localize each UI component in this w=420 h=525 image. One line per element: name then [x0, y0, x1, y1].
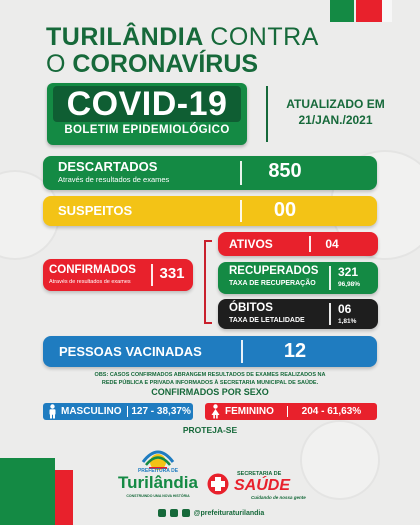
page-title-line2: O CORONAVÍRUS [46, 50, 259, 78]
secretaria-tagline: Cuidando de nossa gente [251, 495, 306, 500]
female-pill [205, 403, 377, 420]
flag-stripe-green [330, 0, 354, 22]
prefeitura-small-text: PREFEITURA DE [137, 468, 179, 474]
confirmados-label: CONFIRMADOS [49, 264, 136, 276]
twitter-icon[interactable] [158, 509, 166, 517]
male-label: MASCULINO [61, 406, 122, 417]
secretaria-logo [207, 467, 317, 503]
descartados-label: DESCARTADOS [58, 159, 158, 174]
confirmados-value: 331 [159, 265, 185, 282]
obitos-value: 06 [338, 302, 352, 316]
obitos-label: ÓBITOS [229, 302, 273, 314]
instagram-icon[interactable] [170, 509, 178, 517]
social-footer [0, 509, 420, 517]
vacinados-value: 12 [283, 340, 307, 362]
social-handle[interactable]: @prefeituraturilandia [193, 509, 265, 517]
update-date: ATUALIZADO EM 21/JAN./2021 [286, 97, 385, 127]
obitos-sep [329, 303, 331, 325]
recuperados-sep [329, 266, 331, 290]
sun-logo-icon [113, 440, 203, 470]
covid-badge-title: COVID-19 [53, 86, 241, 122]
recuperados-sub: TAXA DE RECUPERAÇÃO [229, 280, 316, 287]
ativos-sep [309, 236, 311, 252]
prefeitura-name: Turilândia [118, 473, 198, 492]
secretaria-small-text: SECRETARIA DE [237, 471, 282, 477]
ativos-value: 04 [325, 237, 339, 251]
obitos-sub: TAXA DE LETALIDADE [229, 317, 305, 324]
ativos-label: ATIVOS [229, 237, 273, 251]
footnote: OBS: CASOS CONFIRMADOS ABRANGEM RESULTADOS DE EXAMES REALIZADOS NA REDE PÚBLICA E PRIVADA INFORMADOS À SECRETARIA MUNICIPAL DE SAÚDE. [94, 372, 326, 386]
descartados-value: 850 [268, 160, 302, 182]
female-value: 204 - 61,63% [301, 406, 362, 417]
suspeitos-label: SUSPEITOS [58, 203, 133, 218]
suspeitos-value: 00 [273, 199, 297, 221]
female-icon [210, 404, 221, 419]
confirmados-bracket [204, 240, 212, 324]
recuperados-rate: 96,98% [338, 281, 361, 288]
secretaria-name: SAÚDE [234, 477, 291, 494]
facebook-icon[interactable] [182, 509, 190, 517]
flag-stripe-white [382, 0, 392, 22]
recuperados-value: 321 [338, 265, 359, 279]
male-pill [43, 403, 193, 420]
medical-cross-icon [207, 473, 229, 495]
flag-stripe-red [356, 0, 382, 22]
descartados-sep [240, 161, 242, 185]
suspeitos-sep [240, 200, 242, 222]
male-sep [127, 406, 128, 417]
confirmados-sep [151, 264, 153, 286]
descartados-sub: Através de resultados de exames [58, 175, 170, 184]
proteja-heading: PROTEJA-SE [182, 425, 238, 435]
male-icon [47, 404, 58, 419]
confirmados-sub: Através de resultados de exames [49, 279, 131, 285]
covid-badge-subtitle: BOLETIM EPIDEMIOLÓGICO [64, 124, 230, 136]
page-title-line1: TURILÂNDIA CONTRA [46, 23, 319, 51]
obitos-rate: 1,81% [338, 318, 357, 325]
prefeitura-logo [113, 440, 203, 506]
vacinados-label: PESSOAS VACINADAS [59, 344, 202, 359]
female-sep [287, 406, 288, 417]
female-label: FEMININO [225, 406, 274, 417]
prefeitura-tagline: CONSTRUINDO UMA NOVA HISTÓRIA [126, 494, 190, 498]
recuperados-label: RECUPERADOS [229, 265, 319, 277]
by-sex-heading: CONFIRMADOS POR SEXO [151, 387, 269, 397]
male-value: 127 - 38,37% [131, 406, 191, 417]
vacinados-sep [241, 340, 243, 363]
